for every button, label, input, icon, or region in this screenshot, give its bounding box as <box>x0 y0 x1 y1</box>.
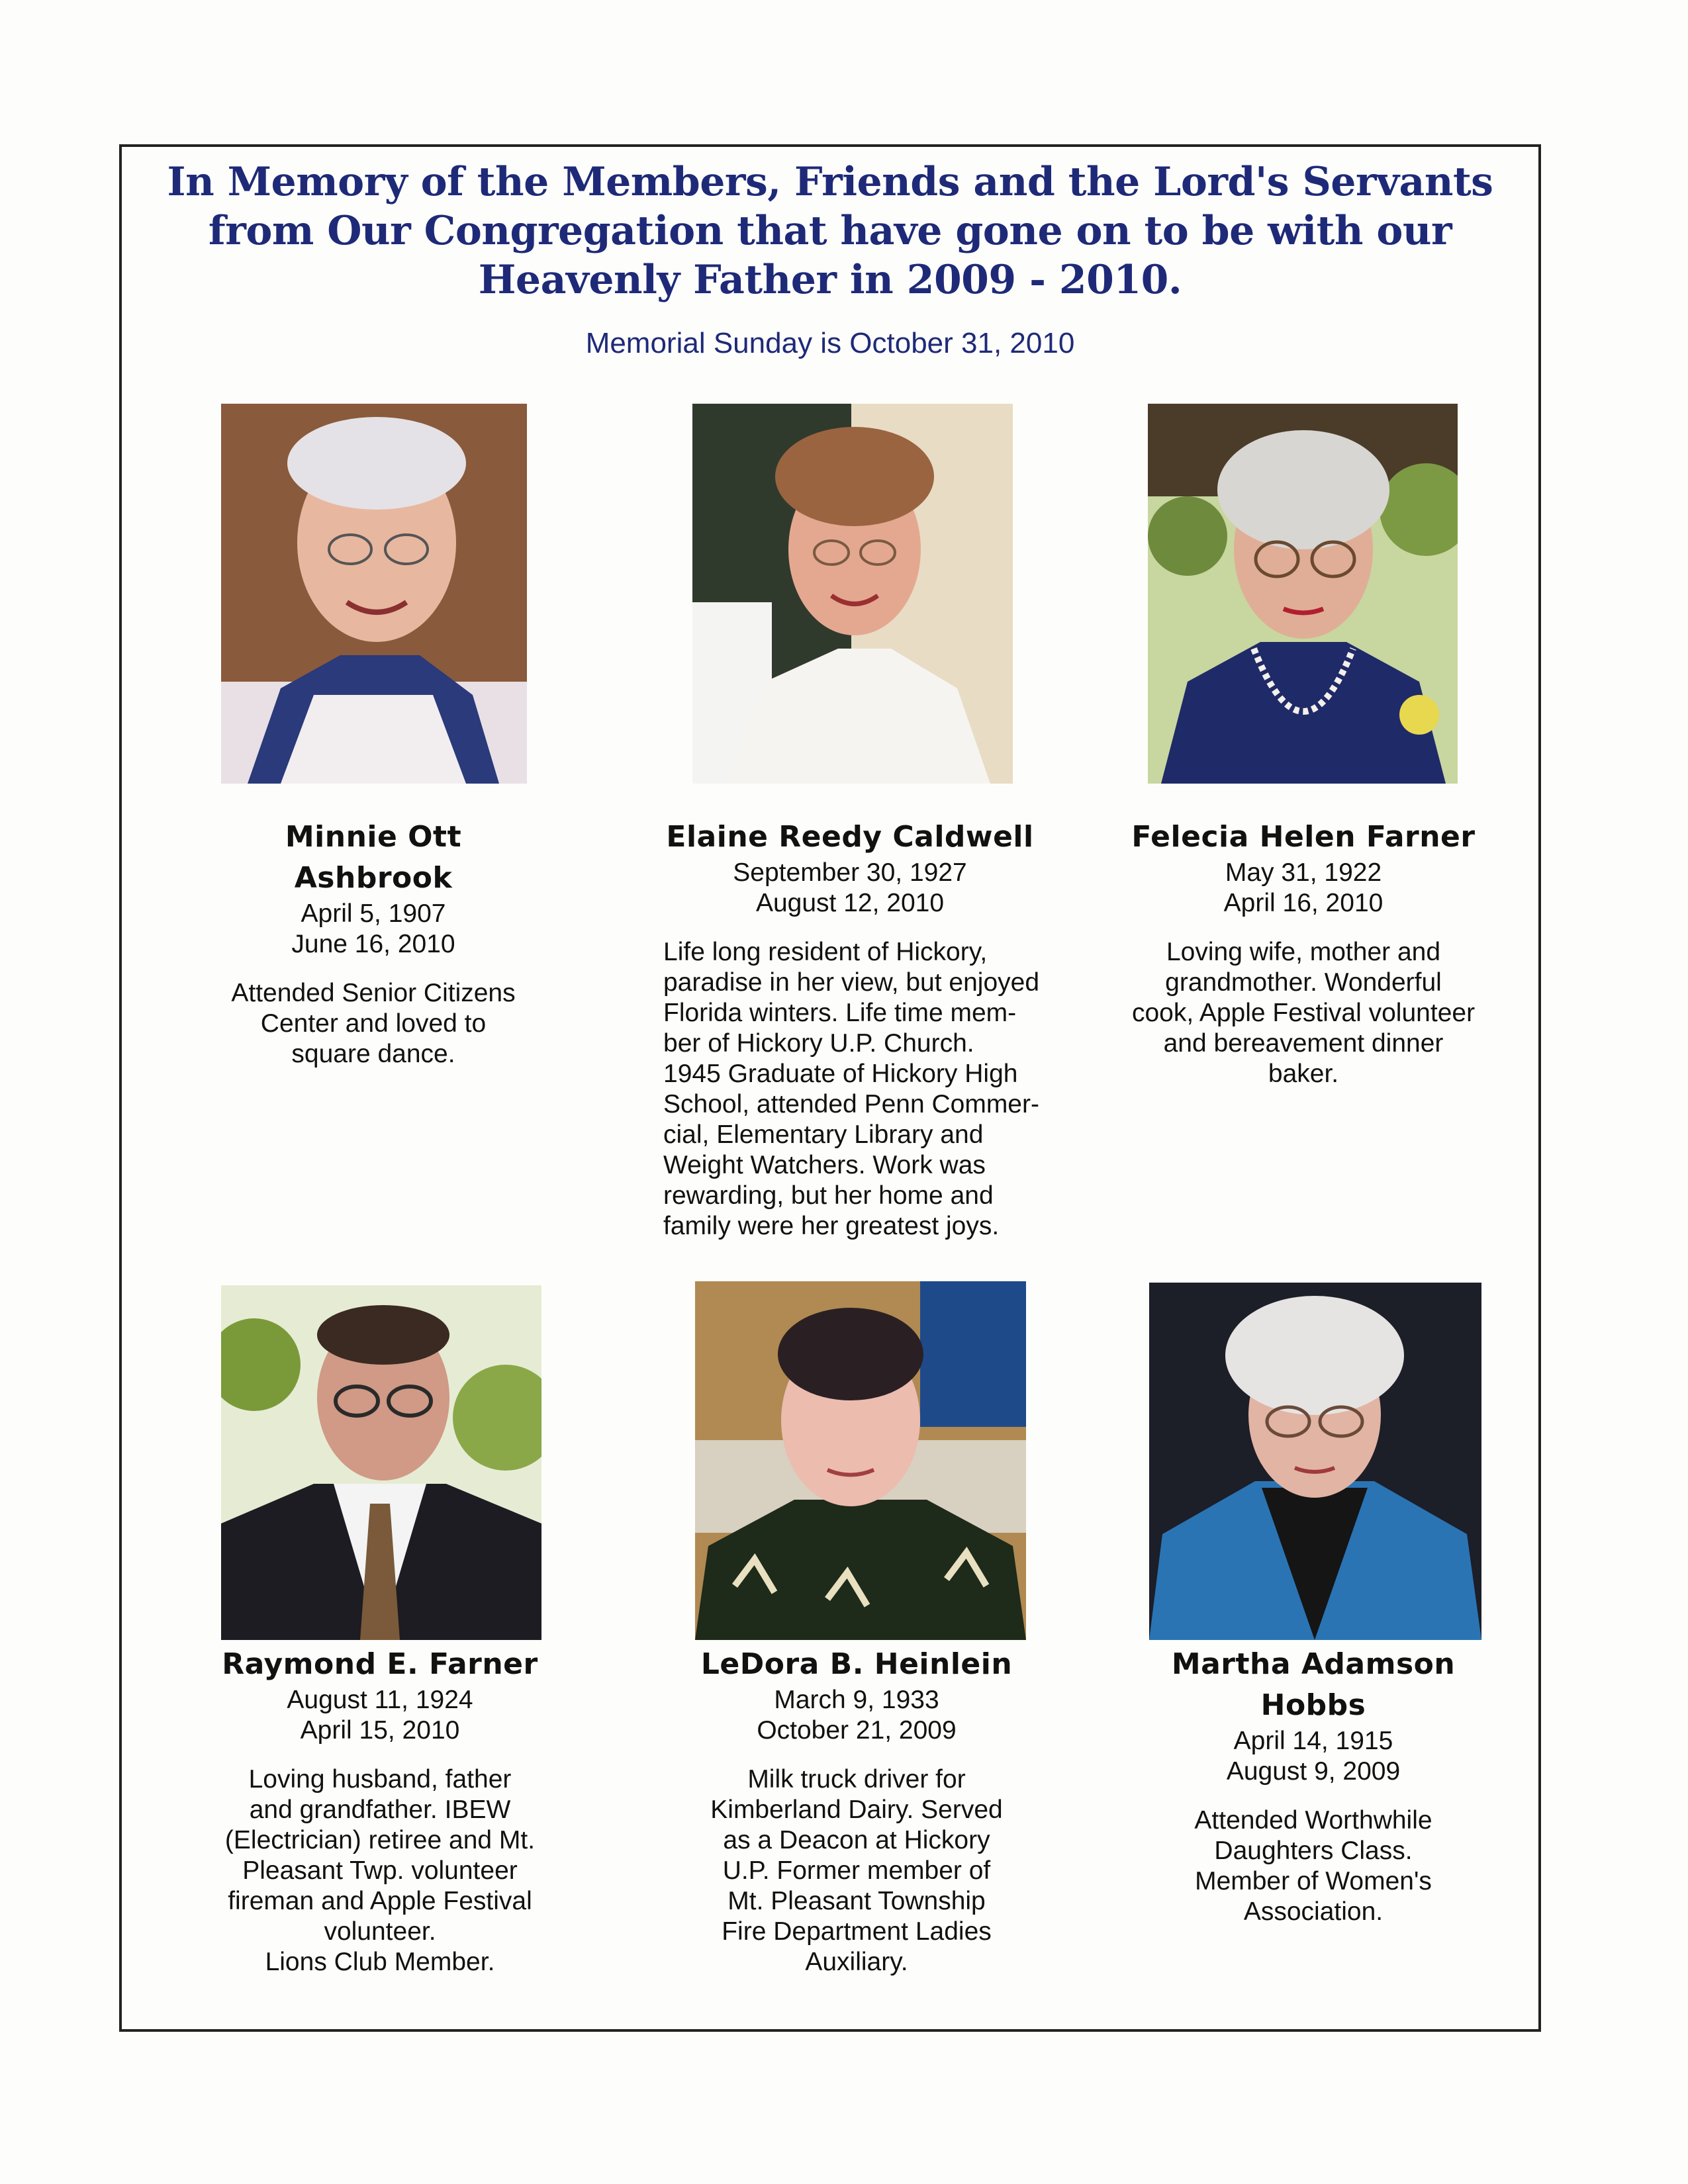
info-raymond-farner <box>195 1644 565 1978</box>
person-name-line: Hobbs <box>1260 1688 1366 1722</box>
death-date: August 9, 2009 <box>1226 1757 1401 1786</box>
birth-date: May 31, 1922 <box>1225 858 1382 887</box>
photo-felecia-farner <box>1148 404 1458 784</box>
death-date: April 16, 2010 <box>1223 889 1383 917</box>
birth-date: September 30, 1927 <box>733 858 967 887</box>
birth-date: April 5, 1907 <box>301 899 446 928</box>
info-martha-hobbs <box>1128 1644 1499 1927</box>
person-name-line: Raymond E. Farner <box>222 1647 538 1681</box>
birth-date: April 14, 1915 <box>1233 1727 1393 1755</box>
person-name-line: Martha Adamson <box>1171 1647 1456 1681</box>
person-bio: Loving husband, father and grandfather. IBEW (Electrician) retiree and Mt. Pleasant Twp. volunteer fireman and Apple Festival volunteer. Lions Club Member. <box>224 1765 536 1976</box>
person-name-line: Elaine Reedy Caldwell <box>666 820 1034 854</box>
photo-raymond-farner <box>221 1285 541 1640</box>
person-name-line: LeDora B. Heinlein <box>700 1647 1013 1681</box>
death-date: June 16, 2010 <box>291 930 455 958</box>
photo-minnie-ashbrook <box>221 404 527 784</box>
memorial-date-subtitle: Memorial Sunday is October 31, 2010 <box>585 327 1075 359</box>
person-bio: Loving wife, mother and grandmother. Wonderful cook, Apple Festival volunteer and bereavement dinner baker. <box>1131 938 1476 1088</box>
heading-line-1: In Memory of the Members, Friends and the Lord's Servants <box>167 159 1493 205</box>
person-name-line: Minnie Ott <box>285 820 462 854</box>
person-bio: Attended Senior Citizens Center and loved to square dance. <box>231 979 516 1068</box>
heading-line-3: Heavenly Father in 2009 - 2010. <box>478 257 1182 303</box>
birth-date: August 11, 1924 <box>287 1686 473 1714</box>
person-name <box>658 817 1042 858</box>
photo-ledora-heinlein <box>695 1281 1026 1640</box>
heading-line-2: from Our Congregation that have gone on to be with our <box>208 208 1452 254</box>
person-bio: Life long resident of Hickory, paradise in her view, but enjoyed Florida winters. Life time mem- ber of Hickory U.P. Church. 1945 Graduate of Hickory High School, attended Penn Commer- cial, Elementary Library and Weight Watchers. Work was rewarding, but her home and family were her greatest joys. <box>663 938 1040 1240</box>
photo-martha-hobbs <box>1149 1283 1481 1640</box>
death-date: October 21, 2009 <box>757 1716 957 1745</box>
page-heading <box>122 158 1538 304</box>
person-name <box>195 817 552 899</box>
info-ledora-heinlein <box>671 1644 1042 1978</box>
person-bio: Milk truck driver for Kimberland Dairy. Served as a Deacon at Hickory U.P. Former member of Mt. Pleasant Township Fire Department Ladies Auxiliary. <box>710 1765 1003 1976</box>
memorial-frame <box>119 144 1541 2032</box>
info-minnie-ashbrook <box>195 817 552 1069</box>
death-date: April 15, 2010 <box>300 1716 460 1745</box>
info-felecia-farner <box>1115 817 1492 1089</box>
person-name <box>671 1644 1042 1685</box>
birth-date: March 9, 1933 <box>774 1686 939 1714</box>
person-name <box>1115 817 1492 858</box>
person-name <box>1128 1644 1499 1726</box>
person-bio: Attended Worthwhile Daughters Class. Member of Women's Association. <box>1194 1806 1432 1926</box>
death-date: August 12, 2010 <box>755 889 945 917</box>
person-name-line: Ashbrook <box>294 861 453 895</box>
person-name <box>195 1644 565 1685</box>
info-elaine-caldwell <box>658 817 1042 1242</box>
person-name-line: Felecia Helen Farner <box>1131 820 1476 854</box>
photo-elaine-caldwell <box>692 404 1013 784</box>
